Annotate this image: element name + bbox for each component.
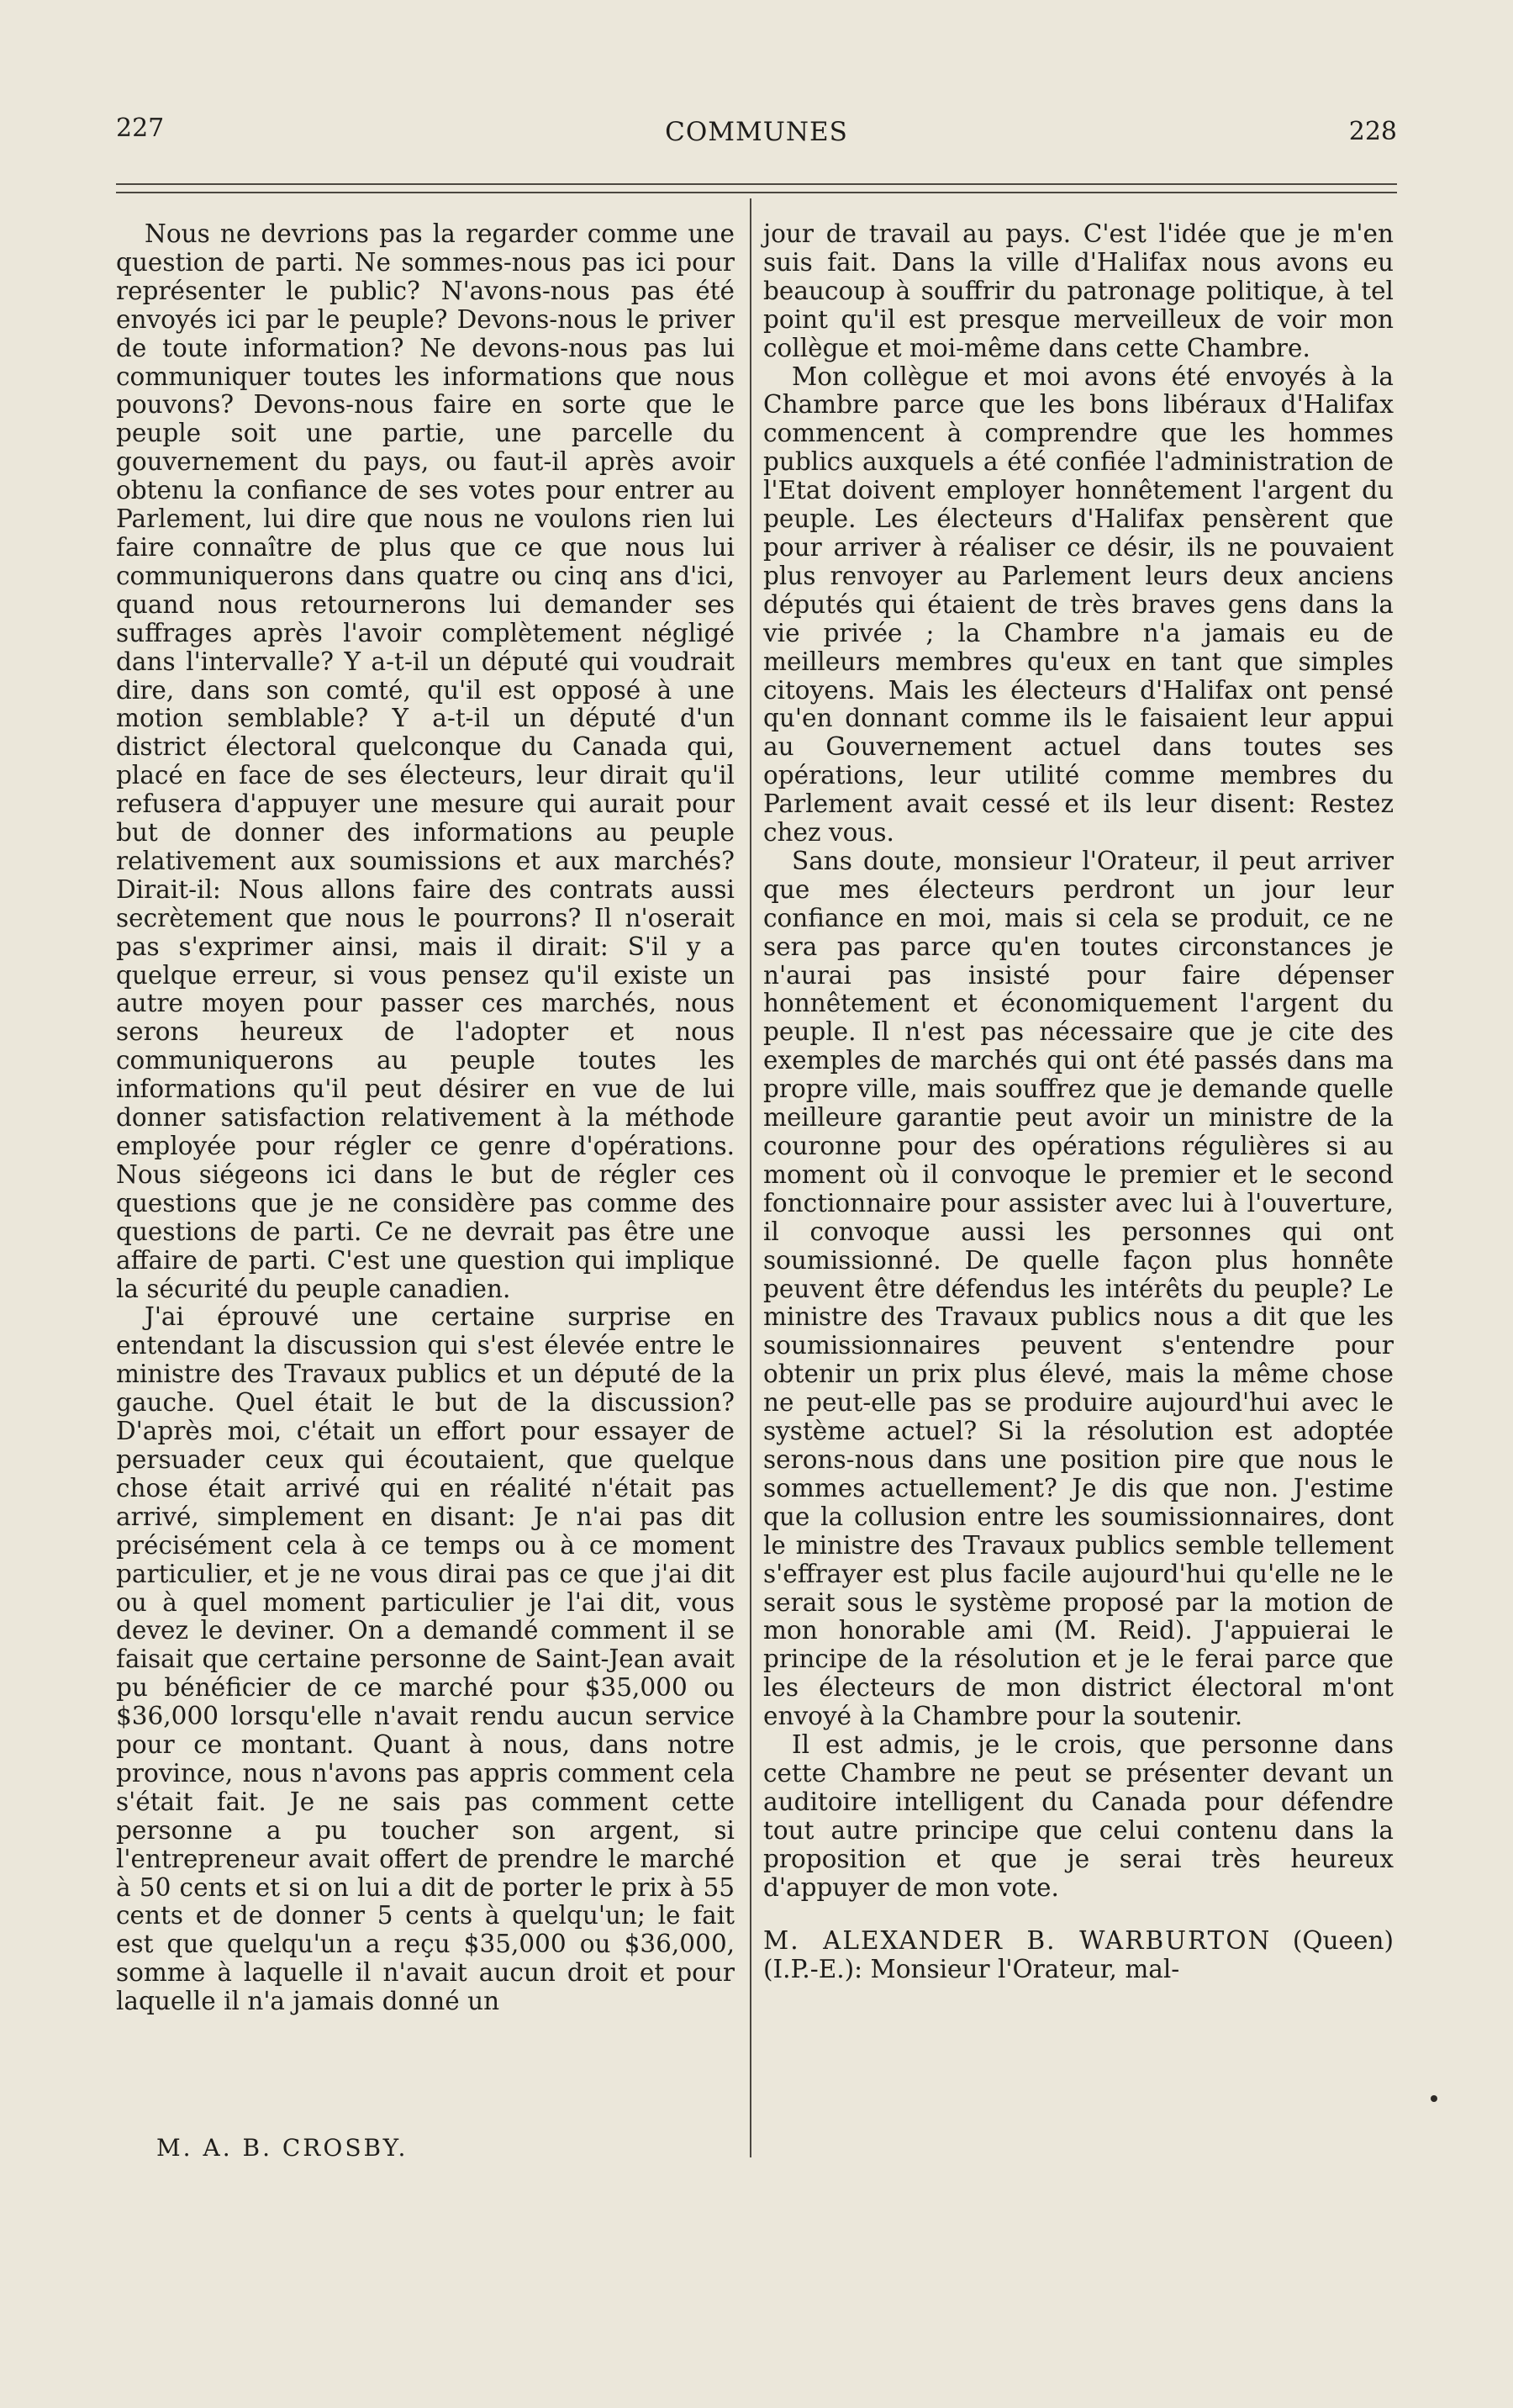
speaker-paragraph (763, 1927, 1394, 1984)
header-rule-bottom (116, 192, 1397, 193)
running-footer-speaker: M. A. B. CROSBY. (156, 2134, 409, 2162)
page-header (116, 114, 1397, 156)
margin-mark (1431, 2095, 1437, 2102)
speaker-text: (Queen) (I.P.-E.): Monsieur l'Orateur, mal- (763, 1926, 1394, 1984)
paragraph: Il est admis, je le crois, que personne dans cette Chambre ne peut se présenter devant un auditoire intelligent du Canada pour défendre tout autre principe que celui contenu dans la proposition et que je serai très heureux d'appuyer de mon vote. (763, 1730, 1394, 1902)
paragraph: jour de travail au pays. C'est l'idée que je m'en suis fait. Dans la ville d'Halifax nous avons eu beaucoup à souffrir du patronage politique, à tel point qu'il est presque merveilleux de voir mon collègue et moi-même dans cette Chambre. (763, 219, 1394, 362)
page-number-right: 228 (1348, 117, 1397, 146)
speaker-name: M. ALEXANDER B. WARBURTON (763, 1926, 1272, 1956)
paragraph: Nous ne devrions pas la regarder comme une question de parti. Ne sommes-nous pas ici pour représenter le public? N'avons-nous pas été envoyés ici par le peuple? Devons-nous le priver de toute information? Ne devons-nous pas lui communiquer toutes les informations que nous pouvons? Devons-nous faire en sorte que le peuple soit une partie, une parcelle du gouvernement du pays, ou faut-il après avoir obtenu la confiance de ses votes pour entrer au Parlement, lui dire que nous ne voulons rien lui faire connaître de plus que ce que nous lui communiquerons dans quatre ou cinq ans d'ici, quand nous retournerons lui demander ses suffrages après l'avoir complètement négligé dans l'intervalle? Y a-t-il un député qui voudrait dire, dans son comté, qu'il est opposé à une motion semblable? Y a-t-il un député d'un district électoral quelconque du Canada qui, placé en face de ses électeurs, leur dirait qu'il refusera d'appuyer une mesure qui aurait pour but de donner des informations au peuple relativement aux soumissions et aux marchés? Dirait-il: Nous allons faire des contrats aussi secrètement que nous le pourrons? Il n'oserait pas s'exprimer ainsi, mais il dirait: S'il y a quelque erreur, si vous pensez qu'il existe un autre moyen pour passer ces marchés, nous serons heureux de l'adopter et nous communiquerons au peuple toutes les informations qu'il peut désirer en vue de lui donner satisfaction relativement à la méthode employée pour régler ce genre d'opérations. Nous siégeons ici dans le but de régler ces questions que je ne considère pas comme des questions de parti. Ce ne devrait pas être une affaire de parti. C'est une question qui implique la sécurité du peuple canadien. (116, 219, 735, 1303)
paragraph: J'ai éprouvé une certaine surprise en entendant la discussion qui s'est élevée entre le ministre des Travaux publics et un député de la gauche. Quel était le but de la discussion? D'après moi, c'était un effort pour essayer de persuader ceux qui écoutaient, que quelque chose était arrivé qui en réalité n'était pas arrivé, simplement en disant: Je n'ai pas dit précisément cela à ce temps ou à ce moment particulier, et je ne vous dirai pas ce que j'ai dit ou à quel moment particulier je l'ai dit, vous devez le deviner. On a demandé comment il se faisait que certaine personne de Saint-Jean avait pu bénéficier de ce marché pour $35,000 ou $36,000 lorsqu'elle n'avait rendu aucun service pour ce montant. Quant à nous, dans notre province, nous n'avons pas appris comment cela s'était fait. Je ne sais pas comment cette personne a pu toucher son argent, si l'entrepreneur avait offert de prendre le marché à 50 cents et si on lui a dit de porter le prix à 55 cents et de donner 5 cents à quelqu'un; le fait est que quelqu'un a reçu $35,000 ou $36,000, somme à laquelle il n'avait aucun droit et pour laquelle il n'a jamais donné un (116, 1302, 735, 2016)
left-column (116, 220, 735, 2016)
page-number-left: 227 (116, 114, 165, 143)
paragraph: Mon collègue et moi avons été envoyés à la Chambre parce que les bons libéraux d'Halifax commencent à comprendre que les hommes publics auxquels a été confiée l'administration de l'Etat doivent employer honnêtement l'argent du peuple. Les électeurs d'Halifax pensèrent que pour arriver à réaliser ce désir, ils ne pouvaient plus renvoyer au Parlement leurs deux anciens députés qui étaient de très braves gens dans la vie privée ; la Chambre n'a jamais eu de meilleurs membres qu'eux en tant que simples citoyens. Mais les électeurs d'Halifax ont pensé qu'en donnant comme ils le faisaient leur appui au Gouvernement actuel dans toutes ses opérations, leur utilité comme membres du Parlement avait cessé et ils leur disent: Restez chez vous. (763, 362, 1394, 848)
paragraph: Sans doute, monsieur l'Orateur, il peut arriver que mes électeurs perdront un jour leur confiance en moi, mais si cela se produit, ce ne sera pas parce qu'en toutes circonstances je n'aurai pas insisté pour faire dépenser honnêtement et économiquement l'argent du peuple. Il n'est pas nécessaire que je cite des exemples de marchés qui ont été passés dans ma propre ville, mais souffrez que je demande quelle meilleure garantie peut avoir un ministre de la couronne pour des opérations régulières si au moment où il convoque le premier et le second fonctionnaire pour assister avec lui à l'ouverture, il convoque aussi les personnes qui ont soumissionné. De quelle façon plus honnête peuvent être défendus les intérêts du peuple? Le ministre des Travaux publics nous a dit que les soumissionnaires peuvent s'entendre pour obtenir un prix plus élevé, mais la même chose ne peut-elle pas se produire aujourd'hui avec le système actuel? Si la résolution est adoptée serons-nous dans une position pire que nous le sommes actuellement? Je dis que non. J'estime que la collusion entre les soumissionnaires, dont le ministre des Travaux publics semble tellement s'effrayer est plus facile aujourd'hui qu'elle ne le serait sous le système proposé par la motion de mon honorable ami (M. Reid). J'appuierai le principe de la résolution et je le ferai parce que les électeurs de mon district électoral m'ont envoyé à la Chambre pour la soutenir. (763, 846, 1394, 1731)
header-rule-top (116, 183, 1397, 185)
column-divider (750, 198, 751, 2157)
page-title: COMMUNES (665, 117, 848, 147)
right-column (763, 220, 1394, 1984)
